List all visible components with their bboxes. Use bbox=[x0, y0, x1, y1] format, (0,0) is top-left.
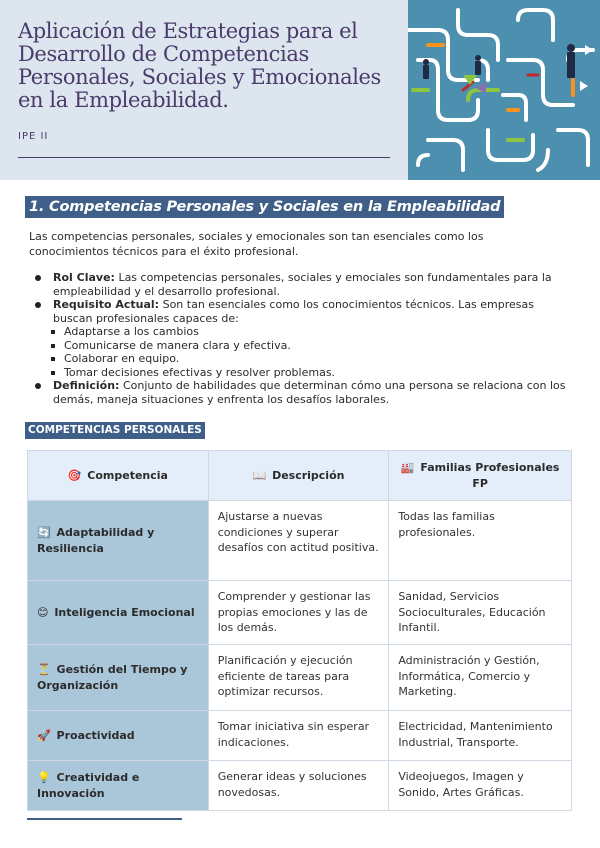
bullet-icon bbox=[35, 383, 41, 389]
list-item bbox=[29, 271, 569, 298]
intro-paragraph: Las competencias personales, sociales y emocionales son tan esenciales como los conocimientos técnicos para el éxito profesional. bbox=[29, 230, 484, 258]
lightbulb-icon: 💡 bbox=[37, 771, 51, 784]
table-tag: COMPETENCIAS PERSONALES bbox=[25, 422, 205, 439]
competency-description: Generar ideas y soluciones novedosas. bbox=[208, 761, 389, 811]
maze-illustration bbox=[408, 0, 600, 180]
competency-description: Comprender y gestionar las propias emociones y las de los demás. bbox=[208, 581, 389, 645]
competency-name: 🔄 Adaptabilidad y Resiliencia bbox=[28, 501, 209, 581]
rol-label: Rol Clave: bbox=[53, 271, 115, 284]
document-title: Aplicación de Estrategias para el Desarrollo de Competencias Personales, Sociales y Emocionales en la Empleabilidad. bbox=[18, 19, 381, 112]
rocket-icon: 🚀 bbox=[37, 728, 51, 742]
competency-description: Tomar iniciativa sin esperar indicaciones. bbox=[208, 711, 389, 761]
key-points-list bbox=[29, 271, 569, 406]
smile-icon: 😊 bbox=[37, 605, 49, 619]
competency-name: ⏳ Gestión del Tiempo y Organización bbox=[28, 645, 209, 711]
bottom-divider bbox=[27, 818, 182, 820]
table-row bbox=[28, 761, 572, 811]
table-header-row bbox=[28, 451, 572, 501]
sub-list-item: Colaborar en equipo. bbox=[29, 352, 569, 366]
req-label: Requisito Actual: bbox=[53, 298, 160, 311]
maze-paths-icon bbox=[408, 0, 600, 180]
title-divider bbox=[18, 157, 390, 158]
header-descripcion: 📖 Descripción bbox=[208, 451, 389, 501]
cycle-icon: 🔄 bbox=[37, 526, 51, 539]
target-icon: 🎯 bbox=[67, 468, 82, 482]
table-row bbox=[28, 645, 572, 711]
factory-icon: 🏭 bbox=[400, 461, 415, 474]
competency-name: 💡 Creatividad e Innovación bbox=[28, 761, 209, 811]
sub-list-item: Comunicarse de manera clara y efectiva. bbox=[29, 339, 569, 353]
requirements-sublist bbox=[29, 325, 569, 379]
book-icon: 📖 bbox=[252, 468, 267, 482]
list-item bbox=[29, 379, 569, 406]
bullet-icon bbox=[35, 275, 41, 281]
competency-families: Electricidad, Mantenimiento Industrial, Transporte. bbox=[389, 711, 572, 761]
sub-list-item: Adaptarse a los cambios bbox=[29, 325, 569, 339]
table-row bbox=[28, 501, 572, 581]
table-row bbox=[28, 711, 572, 761]
competencies-table bbox=[27, 450, 572, 811]
competency-families: Administración y Gestión, Informática, Comercio y Marketing. bbox=[389, 645, 572, 711]
header-competencia: 🎯 Competencia bbox=[28, 451, 209, 501]
section-heading: 1. Competencias Personales y Sociales en la Empleabilidad bbox=[25, 196, 504, 218]
course-code: IPE II bbox=[18, 131, 49, 142]
competency-description: Ajustarse a nuevas condiciones y superar desafíos con actitud positiva. bbox=[208, 501, 389, 581]
list-item bbox=[29, 298, 569, 325]
competency-families: Todas las familias profesionales. bbox=[389, 501, 572, 581]
rol-text: Las competencias personales, sociales y emociales son fundamentales para la empleabilidad y el desarrollo profesional. bbox=[53, 271, 552, 298]
def-label: Definición: bbox=[53, 379, 120, 392]
def-text: Conjunto de habilidades que determinan cómo una persona se relaciona con los demás, maneja situaciones y enfrenta los desafíos laborales. bbox=[53, 379, 566, 406]
competency-families: Sanidad, Servicios Socioculturales, Educación Infantil. bbox=[389, 581, 572, 645]
req-text: Son tan esenciales como los conocimientos técnicos. Las empresas buscan profesionales capaces de: bbox=[53, 298, 534, 325]
header-familias: 🏭 Familias Profesionales FP bbox=[389, 451, 572, 501]
table-row bbox=[28, 581, 572, 645]
competency-name: 🚀 Proactividad bbox=[28, 711, 209, 761]
sub-list-item: Tomar decisiones efectivas y resolver problemas. bbox=[29, 366, 569, 380]
hourglass-icon: ⏳ bbox=[37, 663, 51, 676]
competency-description: Planificación y ejecución eficiente de tareas para optimizar recursos. bbox=[208, 645, 389, 711]
competency-families: Videojuegos, Imagen y Sonido, Artes Gráficas. bbox=[389, 761, 572, 811]
bullet-icon bbox=[35, 302, 41, 308]
competency-name: 😊 Inteligencia Emocional bbox=[28, 581, 209, 645]
